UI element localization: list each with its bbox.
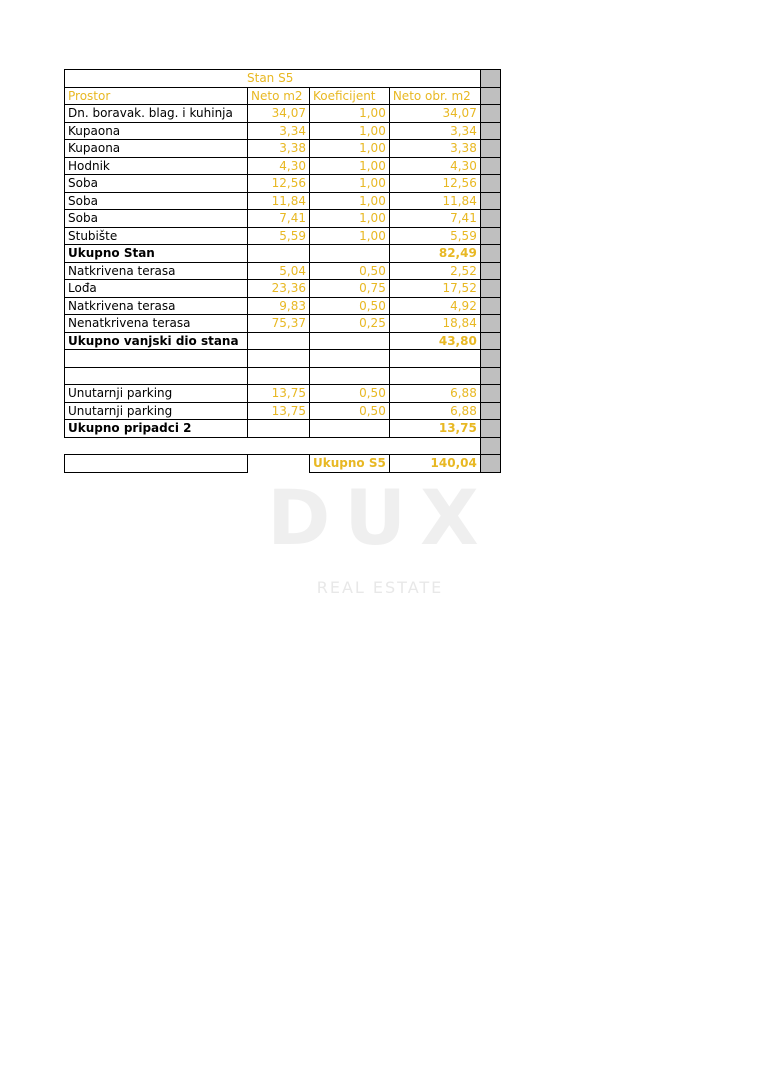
cell-neto-m2: 11,84 xyxy=(248,192,310,210)
total-empty-cell xyxy=(248,455,310,473)
cell-koeficijent xyxy=(310,420,390,438)
cell-neto-m2: 7,41 xyxy=(248,210,310,228)
grey-column-cell xyxy=(480,332,500,350)
cell-prostor: Kupaona xyxy=(65,122,248,140)
subtotal-row xyxy=(65,420,501,438)
cell-koeficijent xyxy=(310,332,390,350)
grey-column-cell xyxy=(480,140,500,158)
cell-koeficijent: 1,00 xyxy=(310,122,390,140)
cell-neto-obr-m2: 11,84 xyxy=(389,192,480,210)
cell-neto-m2: 4,30 xyxy=(248,157,310,175)
cell-neto-obr-m2 xyxy=(389,350,480,368)
cell-prostor: Hodnik xyxy=(65,157,248,175)
cell-koeficijent: 1,00 xyxy=(310,210,390,228)
cell-koeficijent: 0,50 xyxy=(310,297,390,315)
cell-prostor: Ukupno vanjski dio stana xyxy=(65,332,248,350)
cell-neto-obr-m2: 13,75 xyxy=(389,420,480,438)
cell-koeficijent: 0,50 xyxy=(310,402,390,420)
grey-column-cell xyxy=(480,262,500,280)
cell-prostor: Nenatkrivena terasa xyxy=(65,315,248,333)
grey-column-cell xyxy=(480,105,500,123)
grey-column-cell xyxy=(480,210,500,228)
watermark-brand: DUX xyxy=(267,473,493,562)
spacer-cell xyxy=(65,437,248,455)
cell-neto-m2: 5,04 xyxy=(248,262,310,280)
grey-column-cell xyxy=(480,87,500,105)
cell-koeficijent: 1,00 xyxy=(310,175,390,193)
header-neto-obr-m2: Neto obr. m2 xyxy=(389,87,480,105)
table-title: Stan S5 xyxy=(65,70,481,88)
cell-neto-obr-m2: 6,88 xyxy=(389,402,480,420)
cell-neto-m2: 13,75 xyxy=(248,402,310,420)
cell-neto-obr-m2: 82,49 xyxy=(389,245,480,263)
cell-neto-m2: 23,36 xyxy=(248,280,310,298)
grey-column-cell xyxy=(480,175,500,193)
grey-column-cell xyxy=(480,245,500,263)
cell-neto-m2: 5,59 xyxy=(248,227,310,245)
cell-neto-m2: 13,75 xyxy=(248,385,310,403)
cell-koeficijent xyxy=(310,350,390,368)
total-blank-cell xyxy=(65,455,248,473)
cell-neto-obr-m2: 43,80 xyxy=(389,332,480,350)
cell-prostor: Soba xyxy=(65,210,248,228)
cell-neto-obr-m2: 3,38 xyxy=(389,140,480,158)
table-row xyxy=(65,157,501,175)
cell-neto-obr-m2: 2,52 xyxy=(389,262,480,280)
total-label: Ukupno S5 xyxy=(310,455,390,473)
table-header-row xyxy=(65,87,501,105)
cell-neto-m2 xyxy=(248,332,310,350)
table-row xyxy=(65,175,501,193)
area-table xyxy=(64,69,501,473)
subtotal-row xyxy=(65,245,501,263)
table-row xyxy=(65,367,501,385)
cell-prostor: Ukupno Stan xyxy=(65,245,248,263)
cell-neto-m2 xyxy=(248,367,310,385)
grey-column-cell xyxy=(480,280,500,298)
cell-prostor: Kupaona xyxy=(65,140,248,158)
cell-neto-obr-m2: 4,30 xyxy=(389,157,480,175)
grey-column-cell xyxy=(480,192,500,210)
grey-column-cell xyxy=(480,367,500,385)
cell-koeficijent: 1,00 xyxy=(310,157,390,175)
cell-koeficijent xyxy=(310,367,390,385)
spacer-row xyxy=(65,437,501,455)
cell-prostor: Unutarnji parking xyxy=(65,385,248,403)
spacer-cell xyxy=(310,437,390,455)
table-row xyxy=(65,262,501,280)
cell-neto-obr-m2: 18,84 xyxy=(389,315,480,333)
watermark-tagline: REAL ESTATE xyxy=(316,578,444,597)
table-row xyxy=(65,192,501,210)
grey-column-cell xyxy=(480,70,500,88)
grand-total-row xyxy=(65,455,501,473)
dux-watermark xyxy=(265,473,495,597)
cell-neto-obr-m2 xyxy=(389,367,480,385)
cell-prostor: Unutarnji parking xyxy=(65,402,248,420)
grey-column-cell xyxy=(480,297,500,315)
cell-prostor: Stubište xyxy=(65,227,248,245)
cell-prostor: Ukupno pripadci 2 xyxy=(65,420,248,438)
table-row xyxy=(65,227,501,245)
table-row xyxy=(65,297,501,315)
cell-prostor: Dn. boravak. blag. i kuhinja xyxy=(65,105,248,123)
cell-koeficijent: 0,25 xyxy=(310,315,390,333)
cell-neto-m2: 75,37 xyxy=(248,315,310,333)
total-value: 140,04 xyxy=(389,455,480,473)
cell-neto-obr-m2: 6,88 xyxy=(389,385,480,403)
cell-neto-m2: 34,07 xyxy=(248,105,310,123)
cell-prostor: Soba xyxy=(65,192,248,210)
cell-prostor: Lođa xyxy=(65,280,248,298)
cell-prostor: Natkrivena terasa xyxy=(65,262,248,280)
cell-koeficijent: 0,75 xyxy=(310,280,390,298)
subtotal-row xyxy=(65,332,501,350)
table-row xyxy=(65,210,501,228)
table-row xyxy=(65,350,501,368)
cell-neto-obr-m2: 7,41 xyxy=(389,210,480,228)
cell-koeficijent: 1,00 xyxy=(310,140,390,158)
cell-neto-m2: 9,83 xyxy=(248,297,310,315)
table-row xyxy=(65,122,501,140)
cell-koeficijent: 1,00 xyxy=(310,227,390,245)
cell-neto-obr-m2: 12,56 xyxy=(389,175,480,193)
cell-neto-obr-m2: 17,52 xyxy=(389,280,480,298)
grey-column-cell xyxy=(480,420,500,438)
cell-koeficijent: 1,00 xyxy=(310,192,390,210)
grey-column-cell xyxy=(480,315,500,333)
grey-column-cell xyxy=(480,437,500,455)
table-row xyxy=(65,140,501,158)
cell-neto-obr-m2: 4,92 xyxy=(389,297,480,315)
cell-koeficijent: 1,00 xyxy=(310,105,390,123)
cell-koeficijent xyxy=(310,245,390,263)
cell-neto-m2: 3,34 xyxy=(248,122,310,140)
grey-column-cell xyxy=(480,157,500,175)
cell-neto-obr-m2: 34,07 xyxy=(389,105,480,123)
grey-column-cell xyxy=(480,402,500,420)
grey-column-cell xyxy=(480,122,500,140)
grey-column-cell xyxy=(480,455,500,473)
table-title-row xyxy=(65,70,501,88)
cell-neto-m2 xyxy=(248,350,310,368)
header-prostor: Prostor xyxy=(65,87,248,105)
table-row xyxy=(65,402,501,420)
header-koeficijent: Koeficijent xyxy=(310,87,390,105)
cell-neto-obr-m2: 5,59 xyxy=(389,227,480,245)
table-row xyxy=(65,280,501,298)
cell-neto-m2: 12,56 xyxy=(248,175,310,193)
grey-column-cell xyxy=(480,350,500,368)
header-neto-m2: Neto m2 xyxy=(248,87,310,105)
cell-koeficijent: 0,50 xyxy=(310,262,390,280)
spacer-cell xyxy=(389,437,480,455)
cell-koeficijent: 0,50 xyxy=(310,385,390,403)
grey-column-cell xyxy=(480,227,500,245)
cell-prostor: Natkrivena terasa xyxy=(65,297,248,315)
cell-prostor xyxy=(65,367,248,385)
cell-prostor xyxy=(65,350,248,368)
cell-prostor: Soba xyxy=(65,175,248,193)
cell-neto-obr-m2: 3,34 xyxy=(389,122,480,140)
grey-column-cell xyxy=(480,385,500,403)
cell-neto-m2: 3,38 xyxy=(248,140,310,158)
table-row xyxy=(65,105,501,123)
table-row xyxy=(65,385,501,403)
cell-neto-m2 xyxy=(248,420,310,438)
spacer-cell xyxy=(248,437,310,455)
table-row xyxy=(65,315,501,333)
cell-neto-m2 xyxy=(248,245,310,263)
